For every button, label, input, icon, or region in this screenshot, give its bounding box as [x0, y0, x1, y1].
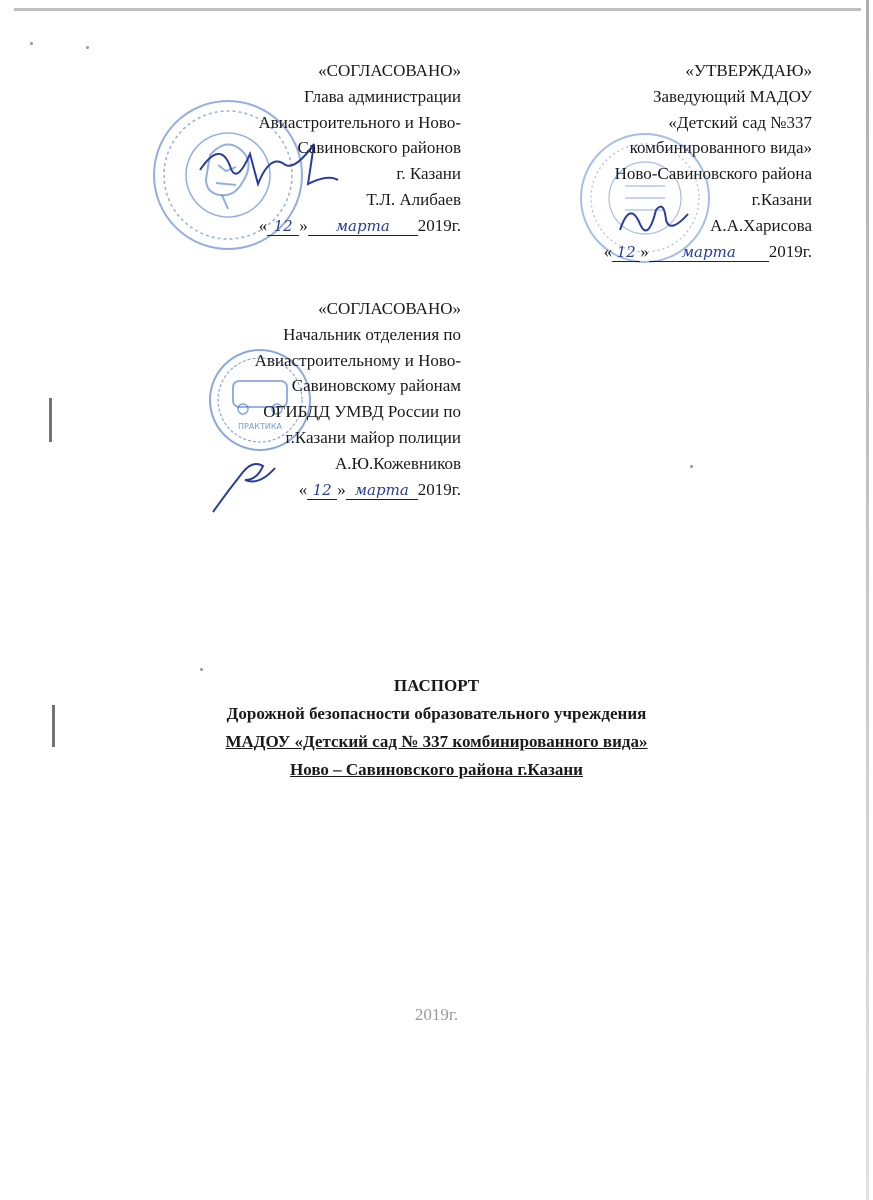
approval-block-police — [255, 296, 461, 502]
approval-line: г.Казани майор полиции — [285, 427, 461, 447]
approval-block-administration — [258, 58, 461, 239]
date-month: марта — [649, 243, 769, 262]
approval-line: г. Казани — [396, 164, 461, 184]
document-title-block — [0, 672, 873, 784]
approval-line: Заведующий МАДОУ — [652, 86, 812, 106]
approval-date: « 12 » марта 2019г. — [258, 215, 461, 235]
approval-line: Ново-Савиновского района — [614, 164, 812, 184]
scan-mark — [49, 398, 52, 442]
approval-line: Авиастроительного и Ново- — [258, 112, 461, 132]
approval-heading: «СОГЛАСОВАНО» — [318, 299, 461, 318]
approval-line: «Детский сад №337 — [668, 112, 812, 132]
approval-line: Глава администрации — [304, 86, 461, 106]
approval-line: А.Ю.Кожевников — [334, 453, 461, 473]
date-month: марта — [346, 481, 418, 500]
approval-line: г.Казани — [751, 189, 812, 209]
approval-date: « 12 » марта 2019г. — [298, 479, 461, 499]
approval-line: А.А.Харисова — [710, 215, 812, 235]
date-day: 12 — [307, 481, 337, 500]
scan-speck — [200, 668, 203, 671]
footer-year: 2019г. — [414, 1005, 459, 1024]
approval-block-head — [604, 58, 812, 264]
approval-line: Начальник отделения по — [283, 324, 461, 344]
document-subtitle: Дорожной безопасности образовательного учреждения — [226, 704, 647, 723]
approval-heading: «СОГЛАСОВАНО» — [318, 61, 461, 80]
approval-line: ОГИБДД УМВД России по — [263, 402, 461, 422]
police-stamp-label: ПРАКТИКА — [237, 422, 283, 431]
approval-line: Савиновскому районам — [291, 376, 461, 396]
date-day: 12 — [267, 217, 299, 236]
date-year: 2019г. — [417, 215, 461, 235]
document-title: ПАСПОРТ — [393, 676, 480, 695]
approval-line: Авиастроительному и Ново- — [254, 350, 461, 370]
approval-heading: «УТВЕРЖДАЮ» — [685, 61, 812, 80]
date-day: 12 — [612, 243, 640, 262]
approval-line: Савиновского районов — [297, 138, 461, 158]
approval-line: комбинированного вида» — [629, 138, 812, 158]
date-year: 2019г. — [417, 479, 461, 499]
approval-date: « 12 » марта 2019г. — [603, 241, 812, 261]
date-month: марта — [308, 217, 418, 236]
approval-line: Т.Л. Алибаев — [366, 189, 461, 209]
organization-name: МАДОУ «Детский сад № 337 комбинированного вида» — [225, 732, 648, 751]
scan-speck — [690, 465, 693, 468]
district-name: Ново – Савиновского района г.Казани — [290, 760, 583, 779]
scan-edge-top — [14, 8, 861, 11]
scan-speck — [30, 42, 33, 45]
scan-speck — [86, 46, 89, 49]
date-year: 2019г. — [768, 241, 812, 261]
